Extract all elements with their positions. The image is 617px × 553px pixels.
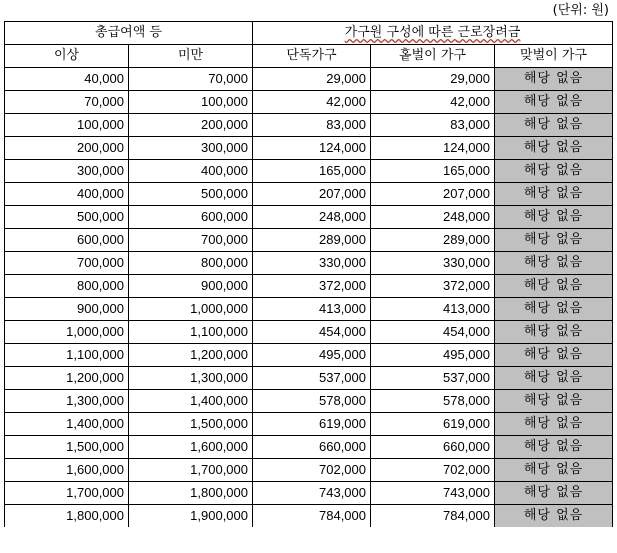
cell-single: 578,000 [253,390,371,413]
table-row [5,459,613,482]
table-row [5,367,613,390]
cell-max: 1,600,000 [129,436,253,459]
header-min: 이상 [5,45,129,68]
cell-min: 700,000 [5,252,129,275]
cell-dual-earner: 해당 없음 [495,252,613,275]
header-single-earner-household: 홑벌이 가구 [371,45,495,68]
cell-max: 1,400,000 [129,390,253,413]
header-row-group [5,22,613,45]
cell-single-earner: 248,000 [371,206,495,229]
cell-single-earner: 578,000 [371,390,495,413]
cell-dual-earner: 해당 없음 [495,206,613,229]
cell-single: 454,000 [253,321,371,344]
cell-dual-earner: 해당 없음 [495,91,613,114]
cell-dual-earner: 해당 없음 [495,298,613,321]
cell-max: 1,200,000 [129,344,253,367]
cell-single: 619,000 [253,413,371,436]
cell-min: 900,000 [5,298,129,321]
cell-min: 500,000 [5,206,129,229]
cell-dual-earner: 해당 없음 [495,275,613,298]
table-row [5,321,613,344]
table-row [5,344,613,367]
table-row [5,68,613,91]
cell-min: 1,600,000 [5,459,129,482]
cell-dual-earner: 해당 없음 [495,436,613,459]
table-row [5,436,613,459]
table-row [5,275,613,298]
header-credit-prefix: 가구원 구성에 따른 [344,25,458,40]
table-row [5,114,613,137]
cell-dual-earner: 해당 없음 [495,505,613,528]
cell-max: 1,900,000 [129,505,253,528]
earned-income-credit-table [4,21,613,527]
cell-max: 200,000 [129,114,253,137]
cell-single-earner: 702,000 [371,459,495,482]
cell-min: 400,000 [5,183,129,206]
cell-max: 1,800,000 [129,482,253,505]
cell-single-earner: 784,000 [371,505,495,528]
cell-max: 70,000 [129,68,253,91]
cell-max: 1,100,000 [129,321,253,344]
cell-single-earner: 743,000 [371,482,495,505]
cell-single-earner: 619,000 [371,413,495,436]
cell-dual-earner: 해당 없음 [495,137,613,160]
table-row [5,298,613,321]
cell-max: 500,000 [129,183,253,206]
cell-single-earner: 454,000 [371,321,495,344]
cell-min: 70,000 [5,91,129,114]
cell-single: 124,000 [253,137,371,160]
cell-min: 1,800,000 [5,505,129,528]
cell-single: 165,000 [253,160,371,183]
cell-dual-earner: 해당 없음 [495,229,613,252]
cell-single: 702,000 [253,459,371,482]
header-credit-underlined: 근로장려금 [457,25,521,40]
cell-dual-earner: 해당 없음 [495,344,613,367]
cell-single: 289,000 [253,229,371,252]
cell-min: 1,100,000 [5,344,129,367]
cell-single-earner: 165,000 [371,160,495,183]
header-row-columns [5,45,613,68]
cell-single-earner: 124,000 [371,137,495,160]
cell-single-earner: 660,000 [371,436,495,459]
cell-single: 248,000 [253,206,371,229]
cell-dual-earner: 해당 없음 [495,321,613,344]
cell-single-earner: 42,000 [371,91,495,114]
cell-min: 1,700,000 [5,482,129,505]
cell-max: 600,000 [129,206,253,229]
cell-min: 40,000 [5,68,129,91]
cell-dual-earner: 해당 없음 [495,390,613,413]
table-row [5,160,613,183]
cell-single-earner: 495,000 [371,344,495,367]
cell-single: 743,000 [253,482,371,505]
cell-dual-earner: 해당 없음 [495,68,613,91]
cell-max: 300,000 [129,137,253,160]
cell-min: 100,000 [5,114,129,137]
cell-single-earner: 330,000 [371,252,495,275]
cell-dual-earner: 해당 없음 [495,160,613,183]
cell-single-earner: 29,000 [371,68,495,91]
cell-min: 1,000,000 [5,321,129,344]
cell-dual-earner: 해당 없음 [495,413,613,436]
cell-max: 1,300,000 [129,367,253,390]
cell-max: 800,000 [129,252,253,275]
table-body [5,68,613,528]
cell-single: 83,000 [253,114,371,137]
header-credit-by-household [253,22,613,45]
cell-single-earner: 372,000 [371,275,495,298]
header-single-household: 단독가구 [253,45,371,68]
cell-min: 1,400,000 [5,413,129,436]
cell-dual-earner: 해당 없음 [495,459,613,482]
cell-dual-earner: 해당 없음 [495,183,613,206]
cell-min: 600,000 [5,229,129,252]
cell-min: 1,200,000 [5,367,129,390]
table-row [5,413,613,436]
cell-single: 42,000 [253,91,371,114]
cell-max: 700,000 [129,229,253,252]
table-row [5,91,613,114]
table-row [5,137,613,160]
cell-max: 100,000 [129,91,253,114]
header-max: 미만 [129,45,253,68]
header-total-income: 총급여액 등 [5,22,253,45]
cell-min: 200,000 [5,137,129,160]
header-dual-earner-household: 맞벌이 가구 [495,45,613,68]
cell-dual-earner: 해당 없음 [495,114,613,137]
cell-max: 400,000 [129,160,253,183]
cell-max: 900,000 [129,275,253,298]
cell-dual-earner: 해당 없음 [495,367,613,390]
cell-single: 29,000 [253,68,371,91]
cell-single: 330,000 [253,252,371,275]
table-row [5,206,613,229]
cell-single-earner: 537,000 [371,367,495,390]
cell-single: 413,000 [253,298,371,321]
cell-dual-earner: 해당 없음 [495,482,613,505]
table-row [5,183,613,206]
table-row [5,252,613,275]
cell-min: 300,000 [5,160,129,183]
cell-single: 207,000 [253,183,371,206]
cell-min: 1,500,000 [5,436,129,459]
cell-single-earner: 413,000 [371,298,495,321]
table-row [5,229,613,252]
unit-label: (단위: 원) [552,3,609,18]
table-row [5,482,613,505]
cell-single-earner: 289,000 [371,229,495,252]
cell-min: 1,300,000 [5,390,129,413]
cell-single: 372,000 [253,275,371,298]
cell-single-earner: 207,000 [371,183,495,206]
cell-single-earner: 83,000 [371,114,495,137]
cell-single: 660,000 [253,436,371,459]
cell-single: 495,000 [253,344,371,367]
cell-single: 784,000 [253,505,371,528]
cell-max: 1,000,000 [129,298,253,321]
cell-max: 1,500,000 [129,413,253,436]
cell-min: 800,000 [5,275,129,298]
table-row [5,505,613,528]
cell-single: 537,000 [253,367,371,390]
cell-max: 1,700,000 [129,459,253,482]
table-row [5,390,613,413]
